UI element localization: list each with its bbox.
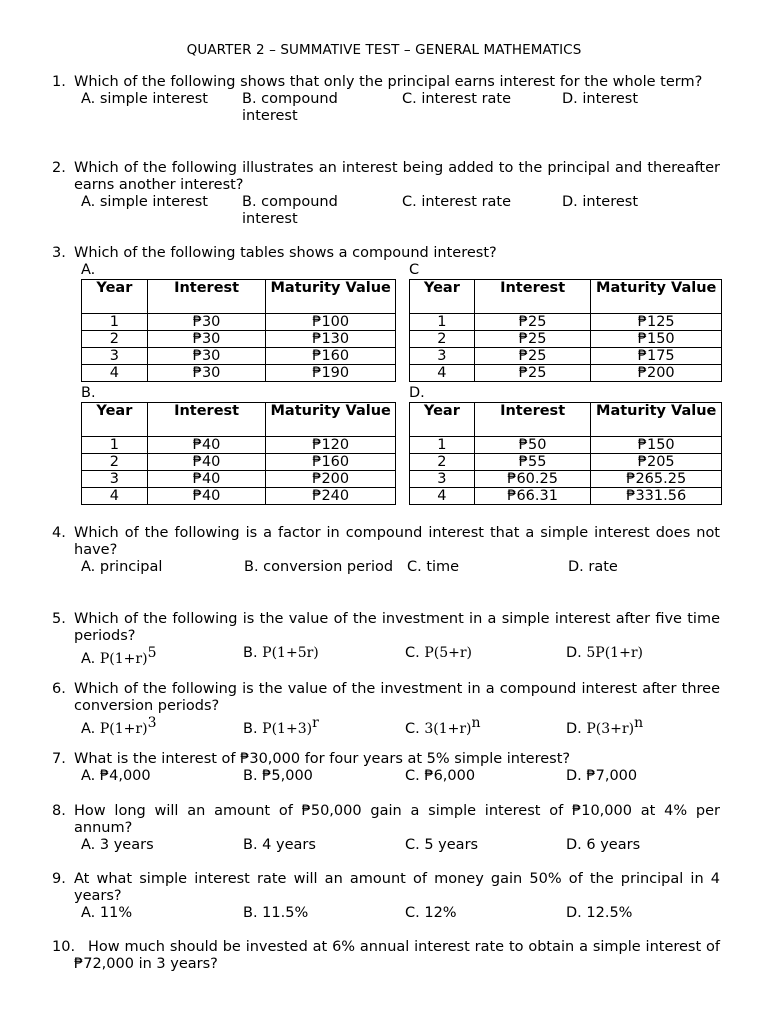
option-c: C. 12%: [405, 905, 457, 921]
formula: P(1+3): [262, 720, 313, 737]
question-7: [52, 751, 720, 785]
option-c: C. P(5+r): [405, 645, 473, 661]
option-d: D. 5P(1+r): [566, 645, 643, 661]
question-text: Which of the following tables shows a compound interest?: [74, 245, 497, 261]
header-interest: Interest: [147, 403, 266, 437]
option-c: C. ₱6,000: [405, 768, 476, 784]
option-b: B. compound interest: [242, 194, 338, 227]
option-c: C. $3(1+r)^n$: [405, 715, 481, 737]
header-year: Year: [410, 280, 475, 314]
table-row: 4 ₱30 ₱190: [82, 365, 396, 382]
table-row: 1 ₱30 ₱100: [82, 314, 396, 331]
option-d: D. interest: [562, 91, 639, 107]
formula: P(1+5r): [262, 645, 319, 661]
table-row: 4 ₱25 ₱200: [410, 365, 722, 382]
question-number: 5.: [52, 611, 66, 627]
header-maturity-value: Maturity Value: [591, 280, 722, 314]
question-number: 8.: [52, 803, 66, 819]
option-d: D. ₱7,000: [566, 768, 638, 784]
option-a: A. simple interest: [81, 194, 208, 210]
option-b: B. $P(1+3)^r$: [243, 715, 319, 737]
header-interest: Interest: [474, 403, 591, 437]
option-a: A. 3 years: [81, 837, 154, 853]
question-text: How much should be invested at 6% annual interest rate to obtain a simple interest of ₱72,000 in 3 years?: [74, 939, 720, 972]
question-number: 4.: [52, 525, 66, 541]
question-number: 9.: [52, 871, 66, 887]
option-a: A. $P(1+r)^3$: [81, 715, 157, 737]
option-b: B. ₱5,000: [243, 768, 313, 784]
question-10: [52, 939, 720, 973]
question-text: Which of the following is the value of the investment in a compound interest after three conversion periods?: [74, 681, 720, 714]
option-a: A. principal: [81, 559, 163, 575]
question-number: 3.: [52, 245, 66, 261]
formula: 3(1+r): [424, 720, 472, 737]
table-row: 3 ₱60.25 ₱265.25: [410, 471, 722, 488]
header-year: Year: [410, 403, 475, 437]
header-interest: Interest: [147, 280, 266, 314]
option-b: B. compound interest: [242, 91, 338, 124]
option-c: C. time: [407, 559, 460, 575]
answer-options: [81, 194, 720, 227]
header-maturity-value: Maturity Value: [266, 403, 396, 437]
formula: 5P(1+r): [586, 645, 643, 661]
table-row: 3 ₱30 ₱160: [82, 348, 396, 365]
formula: P(1+r): [99, 650, 148, 667]
option-b: B. 4 years: [243, 837, 316, 853]
table-row: 3 ₱40 ₱200: [82, 471, 396, 488]
question-5: [52, 611, 720, 667]
question-4: [52, 525, 720, 576]
answer-options: [81, 768, 720, 785]
table-a: [81, 279, 396, 382]
table-a-label: A.: [81, 262, 96, 278]
option-b: B. conversion period: [244, 559, 394, 575]
table-row: 3 ₱25 ₱175: [410, 348, 722, 365]
option-c: C. 5 years: [405, 837, 479, 853]
answer-options: [81, 559, 720, 576]
option-c: C. interest rate: [402, 194, 512, 210]
table-d: [409, 402, 722, 505]
question-1: [52, 74, 720, 124]
option-a: A. $P(1+r)^5$: [81, 645, 157, 667]
page-title: QUARTER 2 – SUMMATIVE TEST – GENERAL MATHEMATICS: [186, 42, 582, 58]
question-number: 2.: [52, 160, 66, 176]
table-row: 1 ₱25 ₱125: [410, 314, 722, 331]
answer-options: [81, 645, 720, 667]
option-d: D. 6 years: [566, 837, 641, 853]
question-2: [52, 160, 720, 227]
question-number: 1.: [52, 74, 66, 90]
table-d-label: D.: [409, 385, 425, 401]
header-maturity-value: Maturity Value: [266, 280, 396, 314]
table-c: [409, 279, 722, 382]
question-text: Which of the following illustrates an interest being added to the principal and thereafter earns another interest?: [74, 160, 720, 193]
header-year: Year: [82, 280, 148, 314]
question-text: Which of the following is a factor in compound interest that a simple interest does not have?: [74, 525, 720, 558]
formula: P(5+r): [424, 645, 473, 661]
answer-options: [81, 91, 720, 124]
table-row: 4 ₱40 ₱240: [82, 488, 396, 505]
option-a: A. 11%: [81, 905, 133, 921]
question-text: What is the interest of ₱30,000 for four years at 5% simple interest?: [74, 751, 571, 767]
question-9: [52, 871, 720, 922]
header-interest: Interest: [474, 280, 591, 314]
question-6: [52, 681, 720, 737]
question-number: 6.: [52, 681, 66, 697]
option-d: D. interest: [562, 194, 639, 210]
question-8: [52, 803, 720, 854]
question-text: How long will an amount of ₱50,000 gain a simple interest of ₱10,000 at 4% per annum?: [74, 803, 720, 836]
question-text: Which of the following is the value of the investment in a simple interest after five time periods?: [74, 611, 720, 644]
formula: P(3+r): [586, 720, 635, 737]
option-c: C. interest rate: [402, 91, 512, 107]
table-row: 2 ₱30 ₱130: [82, 331, 396, 348]
table-row: 2 ₱40 ₱160: [82, 454, 396, 471]
table-row: 2 ₱55 ₱205: [410, 454, 722, 471]
option-a: A. ₱4,000: [81, 768, 151, 784]
table-c-label: C: [409, 262, 420, 278]
header-maturity-value: Maturity Value: [591, 403, 722, 437]
formula: P(1+r): [99, 720, 148, 737]
question-text: At what simple interest rate will an amount of money gain 50% of the principal in 4 years?: [74, 871, 720, 904]
table-row: 4 ₱66.31 ₱331.56: [410, 488, 722, 505]
table-row: 1 ₱50 ₱150: [410, 437, 722, 454]
option-d: D. rate: [568, 559, 618, 575]
question-3: [52, 245, 720, 262]
answer-options: [81, 715, 720, 737]
table-b-label: B.: [81, 385, 96, 401]
option-d: D. $P(3+r)^n$: [566, 715, 644, 737]
table-row: 1 ₱40 ₱120: [82, 437, 396, 454]
option-d: D. 12.5%: [566, 905, 633, 921]
question-number: 7.: [52, 751, 66, 767]
table-row: 2 ₱25 ₱150: [410, 331, 722, 348]
header-year: Year: [82, 403, 148, 437]
option-b: B. P(1+5r): [243, 645, 319, 661]
question-number: 10.: [52, 939, 76, 955]
answer-options: [81, 905, 720, 922]
table-b: [81, 402, 396, 505]
answer-options: [81, 837, 720, 854]
question-text: Which of the following shows that only the principal earns interest for the whole term?: [74, 74, 703, 90]
option-b: B. 11.5%: [243, 905, 309, 921]
option-a: A. simple interest: [81, 91, 208, 107]
